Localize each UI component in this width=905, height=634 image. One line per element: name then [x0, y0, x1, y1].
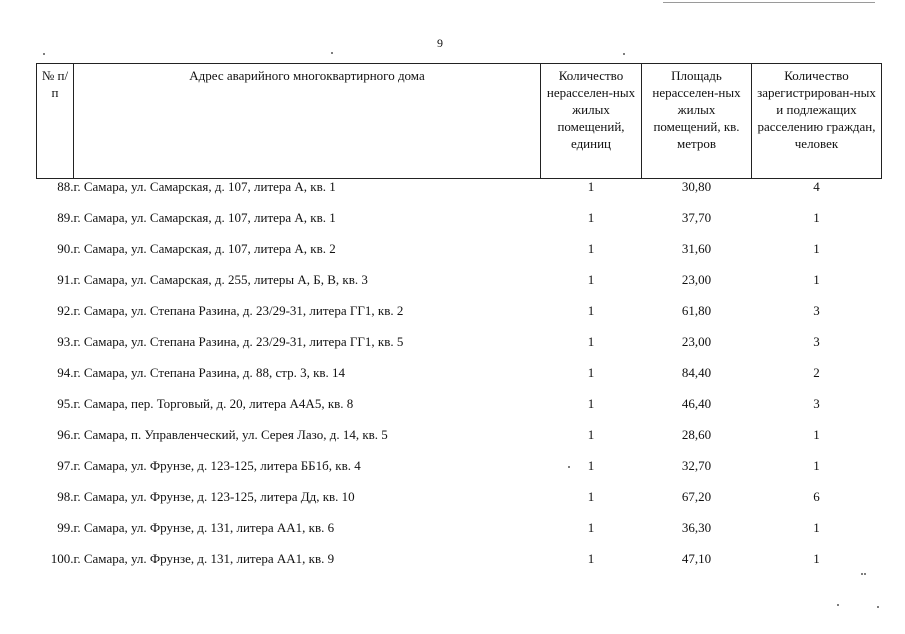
row-citizens: 1 [813, 210, 820, 225]
row-citizens: 2 [813, 365, 820, 380]
row-number: 94. [57, 365, 74, 380]
emergency-housing-table [36, 63, 882, 582]
row-units: 1 [587, 520, 595, 535]
row-area: 23,00 [681, 272, 712, 287]
row-address: г. Самара, пер. Торговый, д. 20, литера А4А5, кв. 8 [73, 396, 354, 411]
scan-speck [623, 53, 625, 55]
table-row [37, 458, 882, 489]
row-citizens: 3 [813, 303, 820, 318]
row-number: 97. [57, 458, 74, 473]
top-rule [663, 2, 875, 3]
row-area: 37,70 [681, 210, 712, 225]
row-units: 1 [587, 396, 595, 411]
row-units: 1 [587, 272, 595, 287]
row-address: г. Самара, ул. Самарская, д. 255, литеры А, Б, В, кв. 3 [73, 272, 368, 287]
row-citizens: 6 [813, 489, 820, 504]
row-number: 89. [57, 210, 74, 225]
row-address: г. Самара, ул. Степана Разина, д. 23/29-31, литера ГГ1, кв. 2 [73, 303, 404, 318]
table-row [37, 427, 882, 458]
row-citizens: 3 [813, 396, 820, 411]
table-body [37, 179, 882, 583]
table-row [37, 241, 882, 272]
row-address: г. Самара, ул. Самарская, д. 107, литера А, кв. 1 [73, 179, 336, 194]
row-address: г. Самара, ул. Самарская, д. 107, литера А, кв. 1 [73, 210, 336, 225]
table-row [37, 272, 882, 303]
row-address: г. Самара, ул. Фрунзе, д. 131, литера АА1, кв. 9 [73, 551, 335, 566]
row-units: 1 [587, 303, 595, 318]
row-units: 1 [587, 179, 595, 194]
row-citizens: 3 [813, 334, 820, 349]
row-area: 67,20 [681, 489, 712, 504]
row-citizens: 1 [813, 458, 820, 473]
row-address: г. Самара, ул. Фрунзе, д. 123-125, литера Дд, кв. 10 [73, 489, 355, 504]
header-address: Адрес аварийного многоквартирного дома [74, 64, 541, 179]
row-number: 95. [57, 396, 74, 411]
row-area: 28,60 [681, 427, 712, 442]
scan-speck [877, 606, 879, 608]
table-row [37, 396, 882, 427]
row-citizens: 1 [813, 272, 820, 287]
row-area: 32,70 [681, 458, 712, 473]
page-number: 9 [437, 36, 443, 50]
row-citizens: 1 [813, 520, 820, 535]
header-units: Количество нерасселен-ных жилых помещений, единиц [541, 64, 642, 179]
table-row [37, 551, 882, 582]
table-row [37, 334, 882, 365]
row-number: 99. [57, 520, 74, 535]
row-address: г. Самара, ул. Фрунзе, д. 123-125, литера ББ1б, кв. 4 [73, 458, 361, 473]
row-number: 90. [57, 241, 74, 256]
row-units: 1 [587, 334, 595, 349]
row-units: 1 [587, 427, 595, 442]
row-address: г. Самара, ул. Фрунзе, д. 131, литера АА1, кв. 6 [73, 520, 335, 535]
row-area: 36,30 [681, 520, 712, 535]
row-address: г. Самара, п. Управленческий, ул. Серея Лазо, д. 14, кв. 5 [73, 427, 388, 442]
row-area: 30,80 [681, 179, 712, 194]
scan-speck [43, 53, 45, 55]
row-units: 1 [587, 365, 595, 380]
row-number: 93. [57, 334, 74, 349]
table-row [37, 520, 882, 551]
table-row [37, 489, 882, 520]
row-units: 1 [587, 210, 595, 225]
table-header-row [37, 64, 882, 179]
row-number: 100. [50, 551, 74, 566]
row-number: 88. [57, 179, 74, 194]
row-units: 1 [587, 241, 595, 256]
row-citizens: 1 [813, 427, 820, 442]
scan-speck [331, 52, 333, 54]
row-area: 31,60 [681, 241, 712, 256]
row-citizens: 1 [813, 241, 820, 256]
table-row [37, 303, 882, 334]
row-number: 96. [57, 427, 74, 442]
table-row [37, 210, 882, 241]
row-area: 23,00 [681, 334, 712, 349]
row-units: 1 [587, 551, 595, 566]
header-citizens: Количество зарегистрирован-ных и подлежащих расселению граждан, человек [752, 64, 882, 179]
row-citizens: 1 [813, 551, 820, 566]
row-address: г. Самара, ул. Степана Разина, д. 23/29-31, литера ГГ1, кв. 5 [73, 334, 404, 349]
header-area: Площадь нерасселен-ных жилых помещений, кв. метров [642, 64, 752, 179]
header-num: № п/п [37, 64, 74, 179]
row-number: 91. [57, 272, 74, 287]
table-row [37, 179, 882, 211]
row-address: г. Самара, ул. Степана Разина, д. 88, стр. 3, кв. 14 [73, 365, 346, 380]
row-area: 47,10 [681, 551, 712, 566]
row-citizens: 4 [813, 179, 820, 194]
row-number: 92. [57, 303, 74, 318]
row-units: 1 [587, 489, 595, 504]
row-address: г. Самара, ул. Самарская, д. 107, литера А, кв. 2 [73, 241, 336, 256]
row-units: 1 [587, 458, 595, 473]
row-area: 84,40 [681, 365, 712, 380]
row-number: 98. [57, 489, 74, 504]
scan-speck [837, 604, 839, 606]
row-area: 61,80 [681, 303, 712, 318]
table-row [37, 365, 882, 396]
row-area: 46,40 [681, 396, 712, 411]
